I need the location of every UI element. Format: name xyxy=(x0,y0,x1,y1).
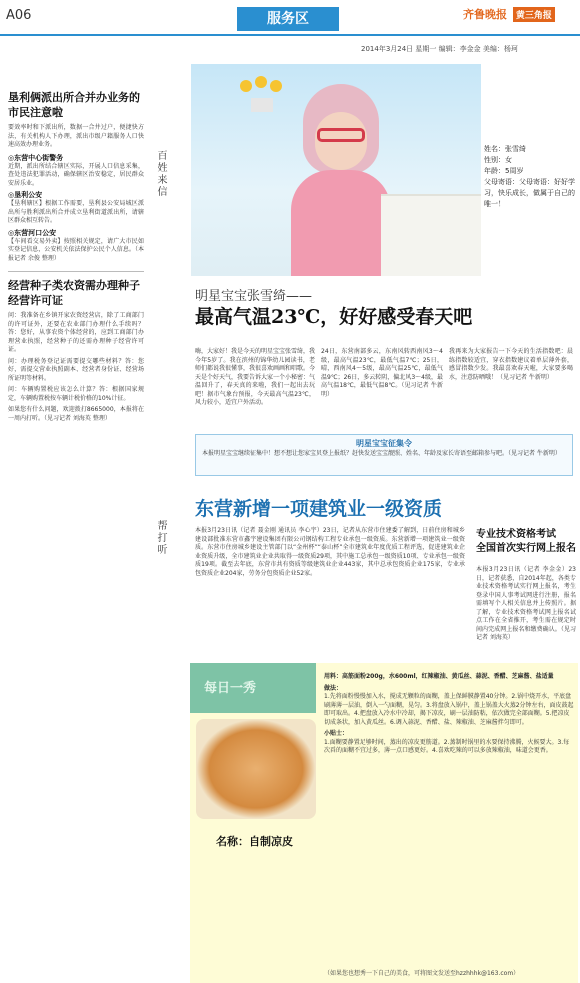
left-subhead-2: ◎垦利公安 xyxy=(8,191,43,199)
cold-noodle-dish-image xyxy=(196,719,316,819)
section-title: 服务区 xyxy=(237,7,339,31)
tips-title: 小贴士： xyxy=(324,730,349,737)
feature-headline: 最高气温23℃，好好感受春天吧 xyxy=(195,306,473,328)
call-for-submissions-title: 明星宝宝征集令 xyxy=(356,439,412,448)
left-divider xyxy=(8,271,144,272)
logo-text: 齐鲁晚报 xyxy=(463,8,507,21)
left-subhead-1: ◎东营中心街警务 xyxy=(8,153,64,162)
star-baby-photo xyxy=(191,64,481,276)
side-article-body: 本报3月23日讯（记者 李金金）23日，记者获悉，自2014年起，各类专业技术资格考试实行网上报名，考生登录中国人事考试网进行注册，报名需填写个人相关信息并上传照片。据了解，专业技术资格考试网上报名试点工作在全省推开，考生需在规定时间内完成网上报名和缴费确认。（见习记者 刘海英） xyxy=(476,566,576,641)
daily-show-label: 每日一秀 xyxy=(204,681,257,696)
page-number: A06 xyxy=(6,8,32,23)
dish-name: 名称：自制凉皮 xyxy=(216,835,293,848)
feature-column-3: 我再来为大家报告一下今天的生活指数吧：晨练指数较适宜，穿衣指数建议着单层薄外套，感冒指数少发。我最喜欢春天啦，大家要多喝水，注意防晒哦！（见习记者 牛新明） xyxy=(449,348,573,381)
left-text-3: 【垦利辖区】根据工作需要，垦利县公安局城区派出所与胜利派出所合并成立垦利街道派出所，请辖区群众相互转告。 xyxy=(8,200,144,224)
newspaper-logo xyxy=(463,6,555,22)
left-text-5: 问：我准备在乡镇开家农资经营店，除了工商部门的许可证外，还要在农业部门办理什么手续吗？答：您好，从事农资个体经营的，应到工商部门办理营业执照，经营种子的还需办理种子经营许可证。 xyxy=(8,312,144,353)
left-column xyxy=(8,90,144,423)
cabinet-image xyxy=(381,194,481,276)
girl-dress-image xyxy=(291,170,391,276)
page-header xyxy=(0,0,580,40)
tips: 1.面糊要静置足够时间，蒸出的凉皮更筋道。2.蒸制时锅里的水要保持沸腾，火候要大。3.每次舀的面糊不宜过多，薄一点口感更好。4.喜欢吃辣的可以多放辣椒油，味道会更香。 xyxy=(324,738,570,754)
call-for-submissions-box xyxy=(195,434,573,476)
article-body: 本报3月23日讯（记者 聂金刚 通讯员 李心宇）23日，记者从东营市住建委了解到，日前住房和城乡建设部批准东营市鑫宇建设集团有限公司钢结构工程专业承包一级资质。东营新增一项建筑业一级资质。东营市住房城乡建设主管部门以“金州杯”“泰山杯”全市建筑业年度优质工程评选，促进建筑业企业资质升级，全市建筑业企业共取得一级资质29项，其中施工总承包一级资质10项、专业承包一级资质19项。截至去年底，东营市共有资质等级建筑业企业443家，其中总承包资质企业175家，专业承包资质企业204家，劳务分包资质企业52家。 xyxy=(195,527,465,577)
left-text-4: 【车间看交易外卖】按照相关规定，请广大市民如实登记信息，公安机关依法保护公民个人信息。（本报记者 余俊 整理） xyxy=(8,237,144,262)
feature-column-1: 嗨，大家好！我是今天的明星宝宝张雪绮，我今年5岁了。我在滨州的锦华幼儿园读书，老师们都说我很懂事，我很喜欢画画和唱歌。今天是个好天气，我要告诉大家一个小秘密：气温回升了，春天真的来啦，我们一起出去玩吧！据市气象台预报，今天最高气温23℃，风力较小，适宜户外活动。 xyxy=(195,348,316,406)
steps: 1.先将面粉慢慢加入水，搅成无颗粒的面糊，盖上保鲜膜静置40分钟。2.锅中烧开水，平底盘刷薄薄一层油，倒入一勺面糊，晃匀。3.将盘放入锅中，盖上锅盖大火蒸2分钟左右，面皮鼓起即可取出。4.把盘放入冷水中冷却，揭下凉皮，刷一层油防粘，依次做完全部面糊。5.把凉皮切成条状，加入黄瓜丝。6.调入蒜泥、香醋、盐、辣椒油、芝麻酱拌匀即可。 xyxy=(324,693,574,726)
side-label-letters: 百姓来信 xyxy=(155,150,166,198)
article-headline: 东营新增一项建筑业一级资质 xyxy=(195,498,443,520)
header-rule xyxy=(0,34,580,36)
left-subhead-3: ◎东营河口公安 xyxy=(8,228,57,237)
girl-glasses-image xyxy=(317,128,365,142)
photo-caption: 姓名：张雪绮 性别：女 年龄：5周岁 父母寄语：父母寄语：好好学习，快乐成长，做属于自己的唯一！ xyxy=(484,145,575,208)
recipe-section xyxy=(190,663,578,983)
left-text-7: 问：车辆购置税应该怎么计算？答：根据国家规定，车辆购置税按车辆计税价格的10%计征。 xyxy=(8,386,144,402)
feature-kicker: 明星宝宝张雪绮—— xyxy=(195,289,313,304)
steps-title: 做法： xyxy=(324,684,343,692)
recipe-text xyxy=(324,673,574,756)
side-label-inquiry: 帮打听 xyxy=(155,520,166,556)
side-article-headline: 专业技术资格考试 全国首次实行网上报名 xyxy=(476,529,576,554)
flower-pot-image xyxy=(231,74,291,114)
left-headline-1: 垦利俩派出所合并办业务的市民注意啦 xyxy=(8,91,140,119)
left-text-8: 如果您有什么问题，欢迎拨打8665000，本报将在一周内打听。（见习记者 刘海英 整理） xyxy=(8,406,144,422)
ingredients: 用料：高筋面粉200g，水600ml，红辣椒油、黄瓜丝、蒜泥、香醋、芝麻酱、盐适量 xyxy=(324,673,554,680)
left-text-2: 近期，派出所结合辖区实际，开展人口信息采集，查处违法犯罪活动，确保辖区治安稳定，居民群众安居乐业。 xyxy=(8,162,144,187)
left-text-1: 要效率时和下派出所，数据一合井过户，便捷快方法，有关机构人下办理，派出市级户籍服务人口快速高效办理业务。 xyxy=(8,124,144,148)
recipe-footer: （如果您也想秀一下自己的美食，可将图文发送至hzzhhhk@163.com） xyxy=(324,970,520,977)
logo-badge: 黄三角报 xyxy=(513,7,555,22)
left-headline-2: 经营种子类农资需办理种子经营许可证 xyxy=(8,279,140,307)
left-text-6: 问：办理税务登记证需要提交哪些材料？答：您好，需提交营业执照副本、经营者身份证、经营场所证明等材料。 xyxy=(8,357,144,382)
issue-meta: 2014年3月24日 星期一 编辑：李金金 美编：杨珂 xyxy=(361,45,518,53)
feature-column-2: 24日，东营南部多云，东南风转西南风3～4级，最高气温23℃，最低气温7℃；25日，晴，西南风4～5级，最高气温25℃，最低气温9℃；26日，多云转阴，偏北风3～4级，最高气温18℃，最低气温8℃。（见习记者 牛新明） xyxy=(321,348,443,398)
call-for-submissions-text: 本报明星宝宝继续征集中！想不想让您家宝贝登上报纸？赶快发送宝宝靓照、姓名、年龄及家长寄语至邮箱参与吧。（见习记者 牛新明） xyxy=(202,450,561,457)
daily-show-badge xyxy=(190,663,316,713)
